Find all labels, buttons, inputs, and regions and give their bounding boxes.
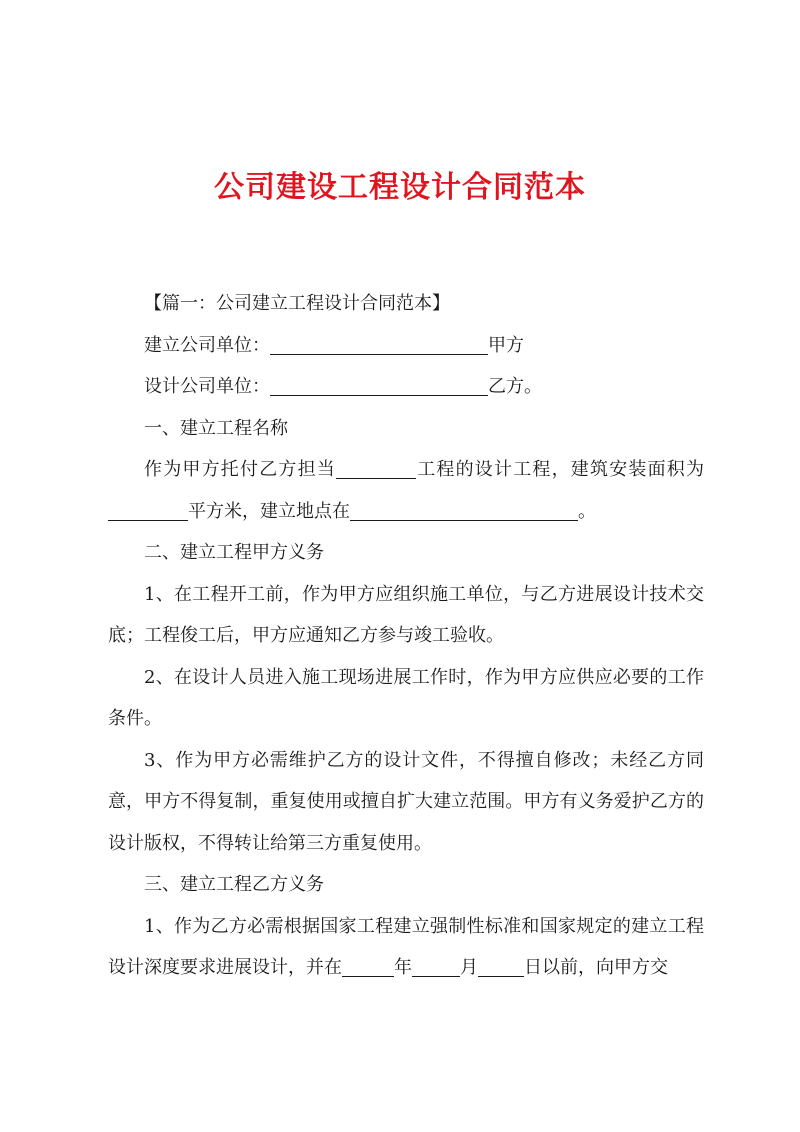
section1-text-a: 作为甲方托付乙方担当: [144, 459, 336, 480]
party-b-blank: [270, 373, 488, 396]
section2-title: [108, 532, 704, 574]
section3-title: [108, 864, 704, 906]
section3-item1-text: 1、作为乙方必需根据国家工程建立强制性标准和国家规定的建立工程设计深度要求进展设计，并在: [108, 915, 704, 978]
section1-title: [108, 408, 704, 450]
year-blank: [342, 954, 394, 977]
section1-text-d: 。: [578, 500, 596, 522]
heading-text: 【篇一：公司建立工程设计合同范本】: [144, 293, 450, 314]
document-body: [108, 283, 704, 989]
area-blank: [108, 498, 188, 521]
section2-item2: 2、在设计人员进入施工现场进展工作时，作为甲方应供应必要的工作条件。: [108, 666, 704, 729]
party-a-line: [108, 325, 704, 367]
day-blank: [478, 954, 524, 977]
party-a-label: 建立公司单位：: [144, 334, 270, 356]
year-label: 年: [394, 957, 412, 978]
day-label: 日以前，向甲方交: [524, 957, 668, 978]
section3-title-text: 三、建立工程乙方义务: [144, 874, 324, 895]
document-title: 公司建设工程设计合同范本: [214, 170, 586, 205]
party-a-blank: [270, 332, 488, 355]
section1-paragraph: [108, 449, 704, 532]
heading-paragraph: [108, 283, 704, 325]
section1-text-c: 平方米，建立地点在: [188, 500, 350, 522]
party-b-suffix: 乙方。: [488, 376, 542, 397]
section3-item1: [108, 906, 704, 989]
section2-item1: 1、在工程开工前，作为甲方应组织施工单位，与乙方进展设计技术交底；工程俊工后，甲方应通知乙方参与竣工验收。: [108, 583, 704, 646]
party-b-label: 设计公司单位：: [144, 376, 270, 397]
party-b-line: [108, 366, 704, 408]
section1-title-text: 一、建立工程名称: [144, 417, 288, 439]
project-name-blank: [336, 456, 416, 479]
month-blank: [412, 954, 460, 977]
section1-text-b: 工程的设计工程，建筑安装面积为: [416, 459, 704, 480]
section2-item3: 3、作为甲方必需维护乙方的设计文件，不得擅自修改；未经乙方同意，甲方不得复制，重复使用或擅自扩大建立范围。甲方有义务爱护乙方的设计版权，不得转让给第三方重复使用。: [108, 749, 704, 854]
month-label: 月: [460, 957, 478, 978]
party-a-suffix: 甲方: [488, 334, 524, 356]
location-blank: [350, 498, 578, 521]
section2-title-text: 二、建立工程甲方义务: [144, 542, 324, 563]
